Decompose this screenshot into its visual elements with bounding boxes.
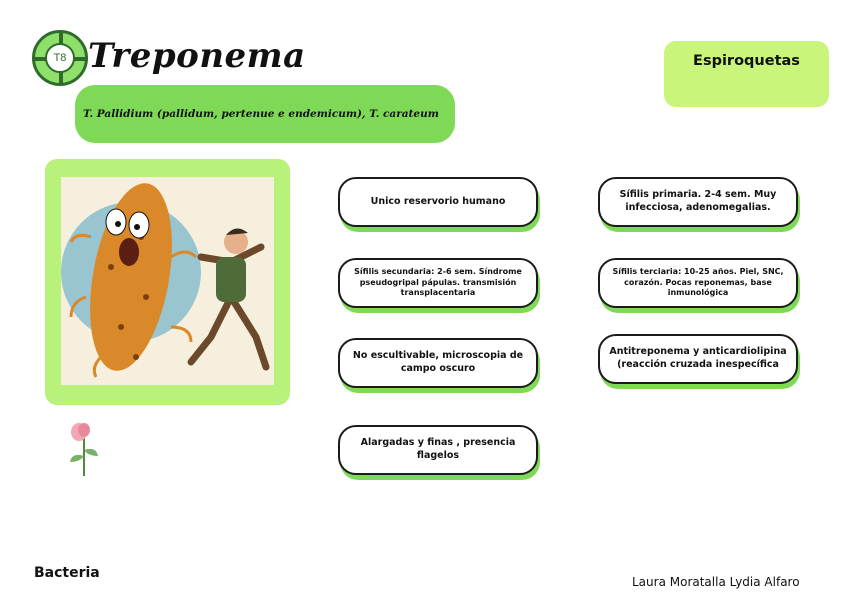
info-card-secondary-syphilis: Sífilis secundaria: 2-6 sem. Síndrome pseudogripal pápulas. transmisión transplacentaria <box>338 258 538 308</box>
bacteria-illustration <box>61 177 274 385</box>
footer-authors: Laura Moratalla Lydia Alfaro <box>632 575 800 589</box>
info-card-antibodies: Antitreponema y anticardiolipina (reacción cruzada inespecífica <box>598 334 798 384</box>
info-card-tertiary-syphilis: Sífilis terciaria: 10-25 años. Piel, SNC, corazón. Pocas reponemas, base inmunológica <box>598 258 798 308</box>
info-card-primary-syphilis: Sífilis primaria. 2-4 sem. Muy infecciosa, adenomegalias. <box>598 177 798 227</box>
info-card-morphology: Alargadas y finas , presencia flagelos <box>338 425 538 475</box>
subtitle-text: T. Pallidium (pallidum, pertenue e endemicum), T. carateum <box>83 108 439 120</box>
rose-icon <box>64 420 104 482</box>
subtitle-pill <box>75 85 455 143</box>
bacteria-cartoon-image <box>61 177 274 385</box>
illustration-frame <box>45 159 290 405</box>
category-tag: Espiroquetas <box>664 41 829 107</box>
logo-text: T8 <box>45 43 75 73</box>
logo-badge <box>32 30 88 86</box>
info-card-culture: No escultivable, microscopia de campo oscuro <box>338 338 538 388</box>
info-card-reservoir: Unico reservorio humano <box>338 177 538 227</box>
footer-category: Bacteria <box>34 565 100 581</box>
page-title: Treponema <box>88 36 306 76</box>
